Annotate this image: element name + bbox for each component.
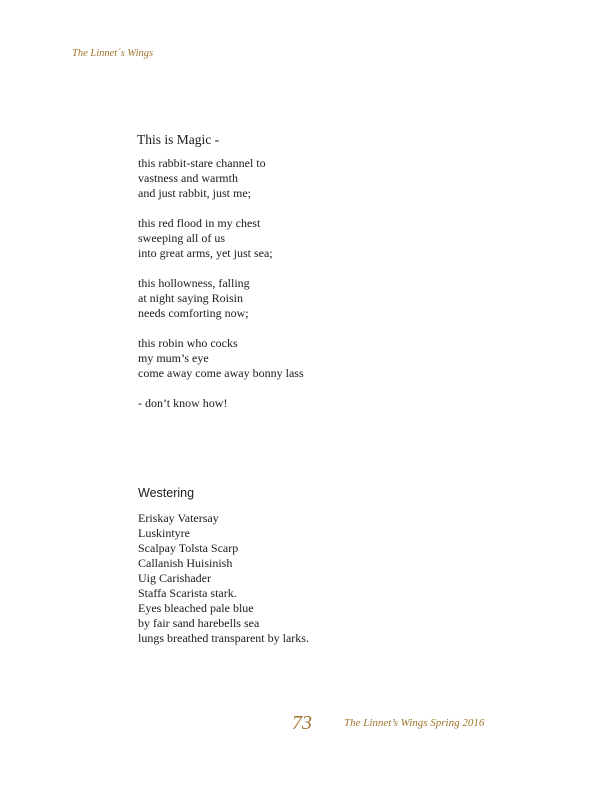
poem-line: needs comforting now; <box>138 306 249 320</box>
poem-line: this rabbit-stare channel to <box>138 156 266 170</box>
page-number: 73 <box>292 712 312 734</box>
poem-line: vastness and warmth <box>138 171 238 185</box>
poem-line: Staffa Scarista stark. <box>138 586 237 600</box>
poem-title: Westering <box>138 486 195 500</box>
poem-line: by fair sand harebells sea <box>138 616 260 630</box>
poem-line: Eriskay Vatersay <box>138 511 219 525</box>
stanza <box>138 216 497 261</box>
stanza <box>138 276 497 321</box>
poem-line: come away come away bonny lass <box>138 366 304 380</box>
poem-westering <box>137 486 497 661</box>
poem-title: This is Magic - <box>137 132 220 147</box>
poem-line: and just rabbit, just me; <box>138 186 251 200</box>
poem-line: Eyes bleached pale blue <box>138 601 254 615</box>
poem-line: lungs breathed transparent by larks. <box>138 631 309 645</box>
running-head: The Linnet´s Wings <box>72 48 154 59</box>
poem-line: my mum’s eye <box>138 351 209 365</box>
poem-line: into great arms, yet just sea; <box>138 246 273 260</box>
stanza <box>138 396 497 411</box>
poem-line: - don’t know how! <box>138 396 228 410</box>
poem-line: at night saying Roisin <box>138 291 243 305</box>
poem-line: this red flood in my chest <box>138 216 261 230</box>
stanza <box>138 336 497 381</box>
poem-line: this robin who cocks <box>138 336 238 350</box>
poem-line: this hollowness, falling <box>138 276 250 290</box>
footer-journal-title: The Linnet’s Wings Spring 2016 <box>344 717 485 729</box>
stanza <box>138 156 497 201</box>
poem-line: Callanish Huisinish <box>138 556 233 570</box>
poem-line: Luskintyre <box>138 526 190 540</box>
poem-line: sweeping all of us <box>138 231 225 245</box>
poem-line: Uig Carishader <box>138 571 211 585</box>
poem-this-is-magic <box>137 132 497 426</box>
poem-line: Scalpay Tolsta Scarp <box>138 541 239 555</box>
stanza <box>138 511 497 646</box>
